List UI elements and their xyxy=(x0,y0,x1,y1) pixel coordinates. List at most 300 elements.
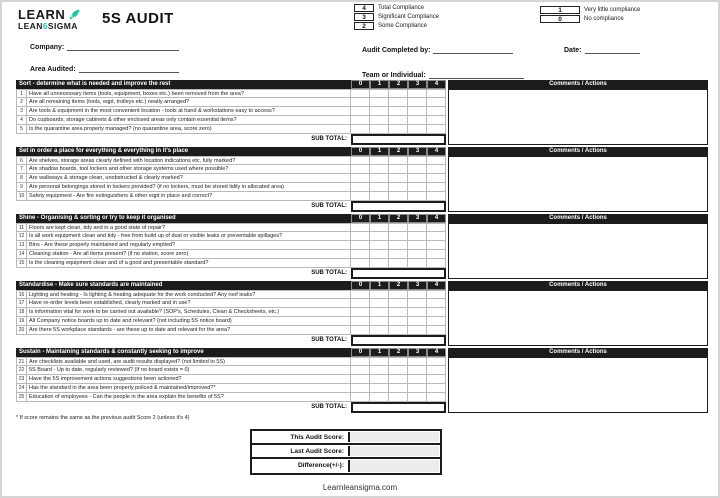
question-text: Lighting and heating - Is lighting & heating adequate for the work conducted? Any roof leaks? xyxy=(26,290,351,299)
comments-header: Comments / Actions xyxy=(448,147,708,156)
score-cell[interactable] xyxy=(351,317,370,326)
score-cell[interactable] xyxy=(389,125,408,134)
audit-section xyxy=(16,281,708,346)
table-row xyxy=(16,192,446,201)
score-cell[interactable] xyxy=(370,357,389,366)
row-number: 6 xyxy=(16,156,26,165)
question-text: Are personal belongings stored in lockers provided? (if no lockers, must be stored tidily in allocated area) xyxy=(26,183,351,192)
legend-score-box: 0 xyxy=(540,15,580,23)
score-cell[interactable] xyxy=(427,259,446,268)
score-cell[interactable] xyxy=(389,308,408,317)
score-cell[interactable] xyxy=(370,116,389,125)
table-row xyxy=(16,290,446,299)
score-cell[interactable] xyxy=(351,89,370,98)
score-column-header: 3 xyxy=(408,80,427,89)
subtotal-row xyxy=(16,201,446,212)
score-cell[interactable] xyxy=(370,317,389,326)
score-cell[interactable] xyxy=(427,241,446,250)
score-summary xyxy=(250,429,442,475)
score-cell[interactable] xyxy=(389,183,408,192)
table-row xyxy=(16,223,446,232)
legend-label: Significant Compliance xyxy=(378,14,440,20)
section-body xyxy=(16,156,708,212)
score-cell[interactable] xyxy=(408,317,427,326)
subtotal-input[interactable] xyxy=(351,268,446,279)
score-cells xyxy=(351,393,446,402)
row-number: 5 xyxy=(16,125,26,134)
score-column-header: 1 xyxy=(370,80,389,89)
row-number: 21 xyxy=(16,357,26,366)
score-cell[interactable] xyxy=(389,165,408,174)
score-cell[interactable] xyxy=(389,156,408,165)
comments-input[interactable] xyxy=(448,89,708,145)
score-cell[interactable] xyxy=(408,299,427,308)
question-text: Have re-order levels been established, clearly marked and in use? xyxy=(26,299,351,308)
score-cell[interactable] xyxy=(351,107,370,116)
score-cell[interactable] xyxy=(427,174,446,183)
row-number: 18 xyxy=(16,308,26,317)
score-cell[interactable] xyxy=(351,375,370,384)
score-cells xyxy=(351,125,446,134)
summary-label: This Audit Score: xyxy=(252,431,347,443)
score-cell[interactable] xyxy=(351,232,370,241)
audit-completed-by-label: Audit Completed by: xyxy=(362,47,431,54)
score-cell[interactable] xyxy=(389,375,408,384)
score-cell[interactable] xyxy=(370,125,389,134)
score-cell[interactable] xyxy=(351,299,370,308)
score-cell[interactable] xyxy=(408,89,427,98)
score-cell[interactable] xyxy=(370,250,389,259)
score-cells xyxy=(351,357,446,366)
score-cell[interactable] xyxy=(389,223,408,232)
score-column-header: 3 xyxy=(408,281,427,290)
score-cell[interactable] xyxy=(370,98,389,107)
question-text: Is all work equipment clean and tidy - free from build up of dust or visible leaks or preventable spillages? xyxy=(26,232,351,241)
score-cells xyxy=(351,250,446,259)
subtotal-label: SUB TOTAL: xyxy=(311,203,347,209)
score-cell[interactable] xyxy=(370,290,389,299)
row-number: 17 xyxy=(16,299,26,308)
score-cell[interactable] xyxy=(427,107,446,116)
row-number: 23 xyxy=(16,375,26,384)
score-cells xyxy=(351,116,446,125)
question-text: Are there 5S workplace standards - are these up to date and relevant for the area? xyxy=(26,326,351,335)
score-cell[interactable] xyxy=(351,250,370,259)
score-cell[interactable] xyxy=(370,192,389,201)
score-cell[interactable] xyxy=(389,89,408,98)
score-cell[interactable] xyxy=(389,232,408,241)
score-cell[interactable] xyxy=(408,308,427,317)
score-cell[interactable] xyxy=(408,366,427,375)
score-column-header: 3 xyxy=(408,348,427,357)
summary-value-input[interactable] xyxy=(348,446,439,456)
score-cells xyxy=(351,241,446,250)
score-cell[interactable] xyxy=(427,326,446,335)
score-cells xyxy=(351,89,446,98)
brand-sigma: SIGMA xyxy=(47,21,78,31)
score-cell[interactable] xyxy=(370,156,389,165)
score-column-header: 1 xyxy=(370,281,389,290)
score-column-header: 4 xyxy=(427,80,446,89)
score-cell[interactable] xyxy=(389,290,408,299)
score-cell[interactable] xyxy=(408,241,427,250)
score-cell[interactable] xyxy=(408,393,427,402)
subtotal-label: SUB TOTAL: xyxy=(311,404,347,410)
area-audited-label: Area Audited: xyxy=(30,66,76,73)
row-number: 1 xyxy=(16,89,26,98)
score-cell[interactable] xyxy=(351,183,370,192)
brand-logo xyxy=(18,8,81,31)
audit-section xyxy=(16,348,708,413)
brand-lean: LEAN xyxy=(18,21,43,31)
question-text: Are checklists available and used, are audit results displayed? (not limited to 5S) xyxy=(26,357,351,366)
score-cell[interactable] xyxy=(389,107,408,116)
team-input[interactable] xyxy=(429,72,524,79)
score-cell[interactable] xyxy=(351,223,370,232)
score-cell[interactable] xyxy=(427,183,446,192)
question-text: Are all remaining items (tools, eqpt, trolleys etc.) neatly arranged? xyxy=(26,98,351,107)
question-text: Cleaning station - Are all items present? (if no station, score zero) xyxy=(26,250,351,259)
subtotal-label: SUB TOTAL: xyxy=(311,136,347,142)
score-cell[interactable] xyxy=(351,290,370,299)
score-cell[interactable] xyxy=(351,241,370,250)
score-cell[interactable] xyxy=(427,192,446,201)
score-cells xyxy=(351,375,446,384)
section-body xyxy=(16,223,708,279)
score-cell[interactable] xyxy=(370,375,389,384)
score-cell[interactable] xyxy=(351,116,370,125)
score-cell[interactable] xyxy=(351,174,370,183)
score-cell[interactable] xyxy=(427,89,446,98)
summary-value-input[interactable] xyxy=(348,432,439,442)
score-cell[interactable] xyxy=(408,259,427,268)
company-field xyxy=(30,44,179,51)
score-cell[interactable] xyxy=(427,299,446,308)
question-grid xyxy=(16,89,446,145)
legend-score-box: 2 xyxy=(354,22,374,30)
score-cells xyxy=(351,156,446,165)
score-cells xyxy=(351,183,446,192)
subtotal-input[interactable] xyxy=(351,402,446,413)
score-cell[interactable] xyxy=(408,384,427,393)
score-column-header: 0 xyxy=(351,214,370,223)
score-cell[interactable] xyxy=(389,250,408,259)
section-header xyxy=(16,80,708,89)
legend-item xyxy=(354,22,439,30)
team-label: Team or Individual: xyxy=(362,72,426,79)
score-cell[interactable] xyxy=(351,357,370,366)
audit-completed-by-field xyxy=(362,47,513,54)
score-cell[interactable] xyxy=(370,165,389,174)
score-cell[interactable] xyxy=(351,393,370,402)
score-cell[interactable] xyxy=(389,384,408,393)
legend-low xyxy=(540,6,640,24)
score-cell[interactable] xyxy=(427,156,446,165)
score-cells xyxy=(351,384,446,393)
score-cell[interactable] xyxy=(351,98,370,107)
table-row xyxy=(16,116,446,125)
score-cells xyxy=(351,165,446,174)
audit-completed-by-input[interactable] xyxy=(433,47,513,54)
score-cell[interactable] xyxy=(389,366,408,375)
score-column-header: 2 xyxy=(389,147,408,156)
summary-label: Last Audit Score: xyxy=(252,445,347,457)
score-cell[interactable] xyxy=(408,98,427,107)
table-row xyxy=(16,183,446,192)
score-cell[interactable] xyxy=(427,165,446,174)
section-header xyxy=(16,147,708,156)
brand-six: 6 xyxy=(42,21,48,31)
row-number: 25 xyxy=(16,393,26,402)
score-column-header: 2 xyxy=(389,281,408,290)
row-number: 24 xyxy=(16,384,26,393)
score-column-headers xyxy=(351,281,446,290)
score-cell[interactable] xyxy=(427,317,446,326)
score-cell[interactable] xyxy=(351,192,370,201)
section-title: Set in order a place for everything & everything in it's place xyxy=(16,147,351,156)
summary-label: Difference(+/-): xyxy=(252,459,347,473)
question-text: Is the quarantine area properly managed? (no quarantine area, score zero) xyxy=(26,125,351,134)
subtotal-label: SUB TOTAL: xyxy=(311,270,347,276)
score-cell[interactable] xyxy=(427,125,446,134)
score-cell[interactable] xyxy=(370,174,389,183)
score-cell[interactable] xyxy=(408,192,427,201)
score-column-headers xyxy=(351,80,446,89)
company-input[interactable] xyxy=(67,44,179,51)
table-row xyxy=(16,326,446,335)
row-number: 8 xyxy=(16,174,26,183)
row-number: 19 xyxy=(16,317,26,326)
question-text: Are shelves, storage areas clearly defined with location indications etc. fully marked? xyxy=(26,156,351,165)
sections xyxy=(16,80,708,413)
score-cell[interactable] xyxy=(408,223,427,232)
subtotal-input[interactable] xyxy=(351,201,446,212)
score-cell[interactable] xyxy=(427,366,446,375)
score-cells xyxy=(351,326,446,335)
score-cell[interactable] xyxy=(370,232,389,241)
score-cell[interactable] xyxy=(408,183,427,192)
score-cell[interactable] xyxy=(351,125,370,134)
section-header xyxy=(16,281,708,290)
row-number: 4 xyxy=(16,116,26,125)
score-cell[interactable] xyxy=(370,89,389,98)
legend-high xyxy=(354,4,439,31)
subtotal-row xyxy=(16,134,446,145)
row-number: 20 xyxy=(16,326,26,335)
score-cell[interactable] xyxy=(427,375,446,384)
section-header xyxy=(16,348,708,357)
score-cell[interactable] xyxy=(427,98,446,107)
score-cell[interactable] xyxy=(408,107,427,116)
score-cell[interactable] xyxy=(370,299,389,308)
table-row xyxy=(16,259,446,268)
score-cell[interactable] xyxy=(389,116,408,125)
score-cell[interactable] xyxy=(408,125,427,134)
subtotal-row xyxy=(16,268,446,279)
score-cells xyxy=(351,299,446,308)
score-cell[interactable] xyxy=(351,165,370,174)
section-body xyxy=(16,290,708,346)
score-cell[interactable] xyxy=(408,174,427,183)
score-cell[interactable] xyxy=(408,165,427,174)
score-cell[interactable] xyxy=(408,326,427,335)
question-text: Are walkways & storage clean, unobstructed & clearly marked? xyxy=(26,174,351,183)
date-field xyxy=(564,47,640,54)
question-text: Do cupboards, storage cabinets & other enclosed areas only contain essential items? xyxy=(26,116,351,125)
score-cells xyxy=(351,290,446,299)
score-cell[interactable] xyxy=(408,375,427,384)
score-column-header: 0 xyxy=(351,147,370,156)
score-cell[interactable] xyxy=(408,116,427,125)
comments-header: Comments / Actions xyxy=(448,348,708,357)
legend-item xyxy=(540,6,640,14)
date-input[interactable] xyxy=(585,47,640,54)
score-column-header: 1 xyxy=(370,214,389,223)
score-cell[interactable] xyxy=(351,366,370,375)
score-cell[interactable] xyxy=(408,232,427,241)
table-row xyxy=(16,165,446,174)
score-cell[interactable] xyxy=(427,250,446,259)
comments-input[interactable] xyxy=(448,290,708,346)
row-number: 3 xyxy=(16,107,26,116)
score-column-header: 0 xyxy=(351,281,370,290)
table-row xyxy=(16,98,446,107)
date-label: Date: xyxy=(564,47,582,54)
company-label: Company: xyxy=(30,44,65,51)
legend-item xyxy=(354,4,439,12)
table-row xyxy=(16,156,446,165)
comments-header: Comments / Actions xyxy=(448,214,708,223)
score-cell[interactable] xyxy=(351,156,370,165)
score-column-header: 4 xyxy=(427,281,446,290)
team-field xyxy=(362,72,524,79)
question-text: Are tools & equipment in the most convenient location - tools at hand & workstations easy to access? xyxy=(26,107,351,116)
score-cell[interactable] xyxy=(351,259,370,268)
comments-input[interactable] xyxy=(448,156,708,212)
score-cell[interactable] xyxy=(408,250,427,259)
comments-input[interactable] xyxy=(448,357,708,413)
score-column-header: 2 xyxy=(389,214,408,223)
score-column-header: 2 xyxy=(389,348,408,357)
question-grid xyxy=(16,290,446,346)
score-cells xyxy=(351,232,446,241)
comments-header: Comments / Actions xyxy=(448,80,708,89)
area-audited-input[interactable] xyxy=(79,66,179,73)
score-cell[interactable] xyxy=(389,326,408,335)
score-column-header: 4 xyxy=(427,348,446,357)
score-cell[interactable] xyxy=(389,357,408,366)
comments-header: Comments / Actions xyxy=(448,281,708,290)
table-row xyxy=(16,250,446,259)
score-cell[interactable] xyxy=(427,308,446,317)
score-column-header: 1 xyxy=(370,147,389,156)
score-cell[interactable] xyxy=(370,259,389,268)
footnote: * If score remains the same as the previous audit Score 2 (unless it's 4) xyxy=(16,415,190,421)
row-number: 7 xyxy=(16,165,26,174)
audit-section xyxy=(16,214,708,279)
score-cell[interactable] xyxy=(351,384,370,393)
row-number: 16 xyxy=(16,290,26,299)
legend-label: Some Compliance xyxy=(378,23,428,29)
area-audited-field xyxy=(30,66,179,73)
table-row xyxy=(16,317,446,326)
score-cell[interactable] xyxy=(370,366,389,375)
score-cells xyxy=(351,366,446,375)
score-cells xyxy=(351,192,446,201)
legend-item xyxy=(540,15,640,23)
summary-row xyxy=(252,459,440,473)
score-cell[interactable] xyxy=(427,357,446,366)
score-cell[interactable] xyxy=(427,393,446,402)
score-cells xyxy=(351,317,446,326)
score-cell[interactable] xyxy=(408,357,427,366)
row-number: 12 xyxy=(16,232,26,241)
score-cell[interactable] xyxy=(389,241,408,250)
question-text: Bins - Are these properly maintained and regularly emptied? xyxy=(26,241,351,250)
score-cell[interactable] xyxy=(427,232,446,241)
footer-link[interactable]: Learnleansigma.com xyxy=(322,483,398,492)
subtotal-input[interactable] xyxy=(351,335,446,346)
section-header xyxy=(16,214,708,223)
score-cell[interactable] xyxy=(370,393,389,402)
score-cell[interactable] xyxy=(427,223,446,232)
score-cell[interactable] xyxy=(351,308,370,317)
summary-value-input[interactable] xyxy=(348,460,439,472)
table-row xyxy=(16,174,446,183)
score-column-headers xyxy=(351,147,446,156)
score-cell[interactable] xyxy=(370,384,389,393)
score-cell[interactable] xyxy=(389,299,408,308)
score-cells xyxy=(351,174,446,183)
score-cell[interactable] xyxy=(427,116,446,125)
score-cell[interactable] xyxy=(408,156,427,165)
score-cell[interactable] xyxy=(370,223,389,232)
section-body xyxy=(16,357,708,413)
score-cell[interactable] xyxy=(370,107,389,116)
audit-section xyxy=(16,80,708,145)
subtotal-input[interactable] xyxy=(351,134,446,145)
table-row xyxy=(16,384,446,393)
score-cell[interactable] xyxy=(370,326,389,335)
row-number: 10 xyxy=(16,192,26,201)
question-text: Have all unnecessary items (tools, equipment, boxes etc.) been removed from the area? xyxy=(26,89,351,98)
score-cell[interactable] xyxy=(370,183,389,192)
legend-label: Total Compliance xyxy=(378,5,425,11)
question-text: All Company notice boards up to date and relevant? (not including 5S notice board) xyxy=(26,317,351,326)
score-column-header: 2 xyxy=(389,80,408,89)
comments-input[interactable] xyxy=(448,223,708,279)
score-cell[interactable] xyxy=(427,290,446,299)
score-cell[interactable] xyxy=(389,317,408,326)
section-title: Standardise - Make sure standards are maintained xyxy=(16,281,351,290)
score-cell[interactable] xyxy=(427,384,446,393)
score-cell[interactable] xyxy=(370,308,389,317)
score-cell[interactable] xyxy=(351,326,370,335)
question-grid xyxy=(16,156,446,212)
score-cells xyxy=(351,308,446,317)
score-cell[interactable] xyxy=(408,290,427,299)
score-cell[interactable] xyxy=(389,192,408,201)
question-text: Have the 5S improvement actions suggestions been actioned? xyxy=(26,375,351,384)
score-cell[interactable] xyxy=(389,174,408,183)
legend-label: Very little compliance xyxy=(584,7,641,13)
row-number: 22 xyxy=(16,366,26,375)
score-cell[interactable] xyxy=(389,98,408,107)
score-cell[interactable] xyxy=(389,393,408,402)
score-cell[interactable] xyxy=(370,241,389,250)
score-cell[interactable] xyxy=(389,259,408,268)
score-column-headers xyxy=(351,348,446,357)
